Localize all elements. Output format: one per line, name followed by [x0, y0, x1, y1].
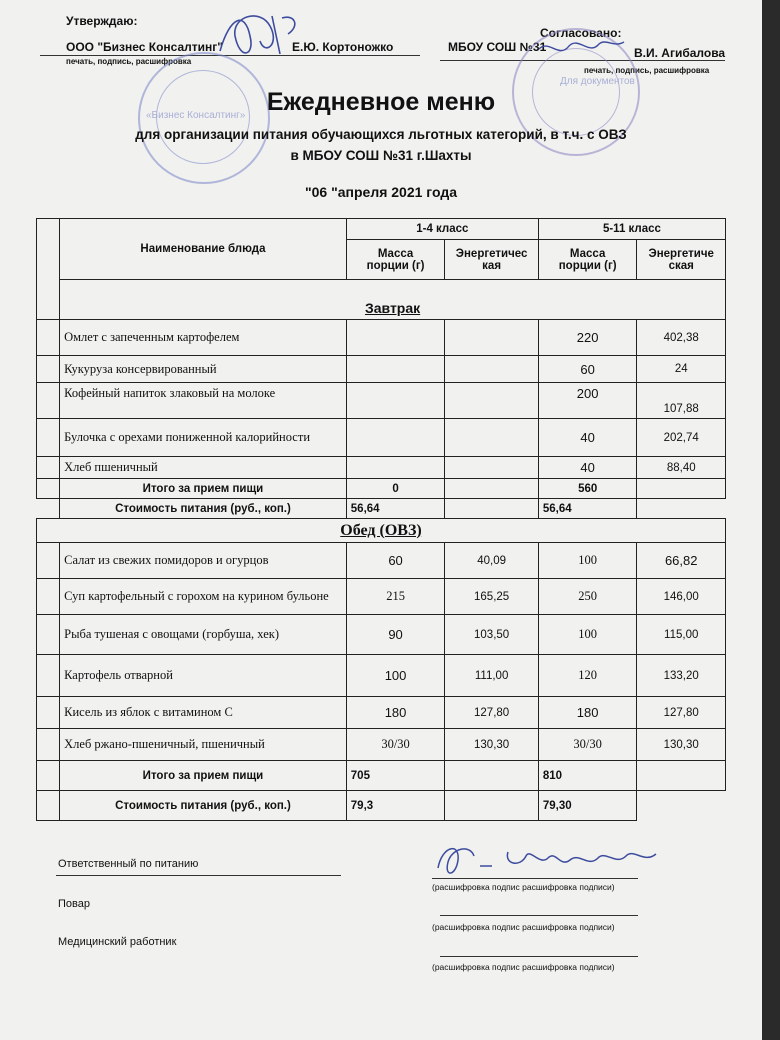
- energy-1-4: 103,50: [445, 615, 539, 655]
- energy-5-11: 146,00: [637, 579, 726, 615]
- mass-1-4: 30/30: [346, 729, 445, 761]
- energy-5-11: 133,20: [637, 655, 726, 697]
- signature-school: [534, 34, 629, 64]
- document-subtitle-1: для организации питания обучающихся льготных категорий, в т.ч. с ОВЗ: [135, 127, 627, 142]
- col-dish-name: Наименование блюда: [60, 219, 347, 280]
- menu-table: [36, 218, 726, 821]
- approve-org: ООО "Бизнес Консалтинг": [66, 40, 223, 54]
- dish-name: Хлеб пшеничный: [60, 457, 347, 479]
- dish-name: Салат из свежих помидоров и огурцов: [60, 543, 347, 579]
- cost-1-4: 79,3: [346, 791, 445, 821]
- cost-5-11: 56,64: [538, 499, 637, 519]
- company-stamp: [138, 52, 270, 184]
- energy-1-4: 40,09: [445, 543, 539, 579]
- agree-org: МБОУ СОШ №31: [448, 40, 547, 54]
- mass-5-11: 40: [538, 419, 637, 457]
- agree-name: В.И. Агибалова: [634, 46, 726, 60]
- decode-note-1: (расшифровка подпис расшифровка подписи): [432, 882, 615, 892]
- table-row: [37, 655, 726, 697]
- col-mass-2-b: порции (г): [558, 259, 617, 272]
- col-energy-1-b: кая: [482, 259, 502, 272]
- col-energy-2-b: ская: [668, 259, 694, 272]
- mass-5-11: 220: [538, 320, 637, 356]
- decode-note-3: (расшифровка подпис расшифровка подписи): [432, 962, 615, 972]
- mass-5-11: 200: [538, 383, 637, 419]
- approve-label: Утверждаю:: [66, 14, 138, 28]
- energy-1-4: 127,80: [445, 697, 539, 729]
- energy-5-11: 24: [637, 356, 726, 383]
- col-energy-1: [445, 240, 539, 280]
- mass-5-11: 120: [538, 655, 637, 697]
- energy-1-4: 165,25: [445, 579, 539, 615]
- dish-name: Кукуруза консервированный: [60, 356, 347, 383]
- mass-1-4: 215: [346, 579, 445, 615]
- col-energy-2-a: Энергетиче: [648, 247, 714, 260]
- mass-5-11: 100: [538, 615, 637, 655]
- medic-label: Медицинский работник: [58, 936, 177, 948]
- mass-5-11: 60: [538, 356, 637, 383]
- table-row: [37, 579, 726, 615]
- decode-note-2: (расшифровка подпис расшифровка подписи): [432, 922, 615, 932]
- mass-1-4: 60: [346, 543, 445, 579]
- energy-5-11: 402,38: [637, 320, 726, 356]
- table-row: [37, 697, 726, 729]
- signature-director: [210, 6, 305, 61]
- table-row: [37, 543, 726, 579]
- cost-row: [37, 499, 726, 519]
- dish-name: Омлет с запеченным картофелем: [60, 320, 347, 356]
- total-5-11: 810: [538, 761, 637, 791]
- col-energy-1-a: Энергетичес: [455, 247, 528, 260]
- table-row: [37, 729, 726, 761]
- stamp-text-right: Для документов: [560, 76, 635, 87]
- col-mass-2: [538, 240, 637, 280]
- energy-5-11: 202,74: [637, 419, 726, 457]
- document-subtitle-2: в МБОУ СОШ №31 г.Шахты: [290, 148, 472, 163]
- energy-5-11: 107,88: [637, 383, 726, 419]
- col-mass-2-a: Масса: [569, 247, 606, 260]
- mass-5-11: 40: [538, 457, 637, 479]
- col-group-1-4: 1-4 класс: [346, 219, 538, 240]
- agree-note: печать, подпись, расшифровка: [584, 66, 710, 75]
- dish-name: Булочка с орехами пониженной калорийности: [60, 419, 347, 457]
- cost-1-4: 56,64: [346, 499, 445, 519]
- col-mass-1: [346, 240, 445, 280]
- section-lunch: Обед (ОВЗ): [37, 519, 726, 543]
- table-row: [37, 356, 726, 383]
- dish-name: Кисель из яблок с витамином С: [60, 697, 347, 729]
- cost-label: Стоимость питания (руб., коп.): [60, 499, 347, 519]
- total-row: [37, 761, 726, 791]
- energy-5-11: 127,80: [637, 697, 726, 729]
- approve-name: Е.Ю. Кортоножко: [292, 40, 394, 54]
- approve-note: печать, подпись, расшифровка: [66, 57, 192, 66]
- cost-label: Стоимость питания (руб., коп.): [60, 791, 347, 821]
- table-row: [37, 320, 726, 356]
- cost-5-11: 79,30: [538, 791, 637, 821]
- energy-5-11: 130,30: [637, 729, 726, 761]
- section-breakfast: Завтрак: [60, 280, 726, 320]
- table-row: [37, 457, 726, 479]
- table-row: [37, 419, 726, 457]
- menu-date: "06 "апреля 2021 года: [305, 184, 457, 200]
- total-row: [37, 479, 726, 499]
- energy-1-4: 111,00: [445, 655, 539, 697]
- col-group-5-11: 5-11 класс: [538, 219, 725, 240]
- energy-5-11: 88,40: [637, 457, 726, 479]
- mass-1-4: 180: [346, 697, 445, 729]
- total-label: Итого за прием пищи: [60, 479, 347, 499]
- col-mass-1-b: порции (г): [366, 259, 425, 272]
- dish-name: Суп картофельный с горохом на курином бульоне: [60, 579, 347, 615]
- responsible-label: Ответственный по питанию: [58, 858, 199, 870]
- col-mass-1-a: Масса: [377, 247, 414, 260]
- total-label: Итого за прием пищи: [60, 761, 347, 791]
- table-row: [37, 383, 726, 419]
- dish-name: Картофель отварной: [60, 655, 347, 697]
- mass-5-11: 100: [538, 543, 637, 579]
- document-title: Ежедневное меню: [266, 88, 496, 116]
- cook-label: Повар: [58, 898, 90, 910]
- table-row: [37, 615, 726, 655]
- mass-5-11: 250: [538, 579, 637, 615]
- mass-1-4: 90: [346, 615, 445, 655]
- stamp-text: «Бизнес Консалтинг»: [146, 110, 246, 121]
- dish-name: Кофейный напиток злаковый на молоке: [60, 383, 347, 419]
- energy-5-11: 66,82: [637, 543, 726, 579]
- cost-row: [37, 791, 726, 821]
- agree-label: Согласовано:: [540, 26, 622, 40]
- dish-name: Хлеб ржано-пшеничный, пшеничный: [60, 729, 347, 761]
- energy-1-4: 130,30: [445, 729, 539, 761]
- mass-5-11: 30/30: [538, 729, 637, 761]
- col-energy-2: [637, 240, 726, 280]
- dish-name: Рыба тушеная с овощами (горбуша, хек): [60, 615, 347, 655]
- mass-1-4: 100: [346, 655, 445, 697]
- energy-5-11: 115,00: [637, 615, 726, 655]
- total-5-11: 560: [538, 479, 637, 499]
- total-1-4: 0: [346, 479, 445, 499]
- mass-5-11: 180: [538, 697, 637, 729]
- total-1-4: 705: [346, 761, 445, 791]
